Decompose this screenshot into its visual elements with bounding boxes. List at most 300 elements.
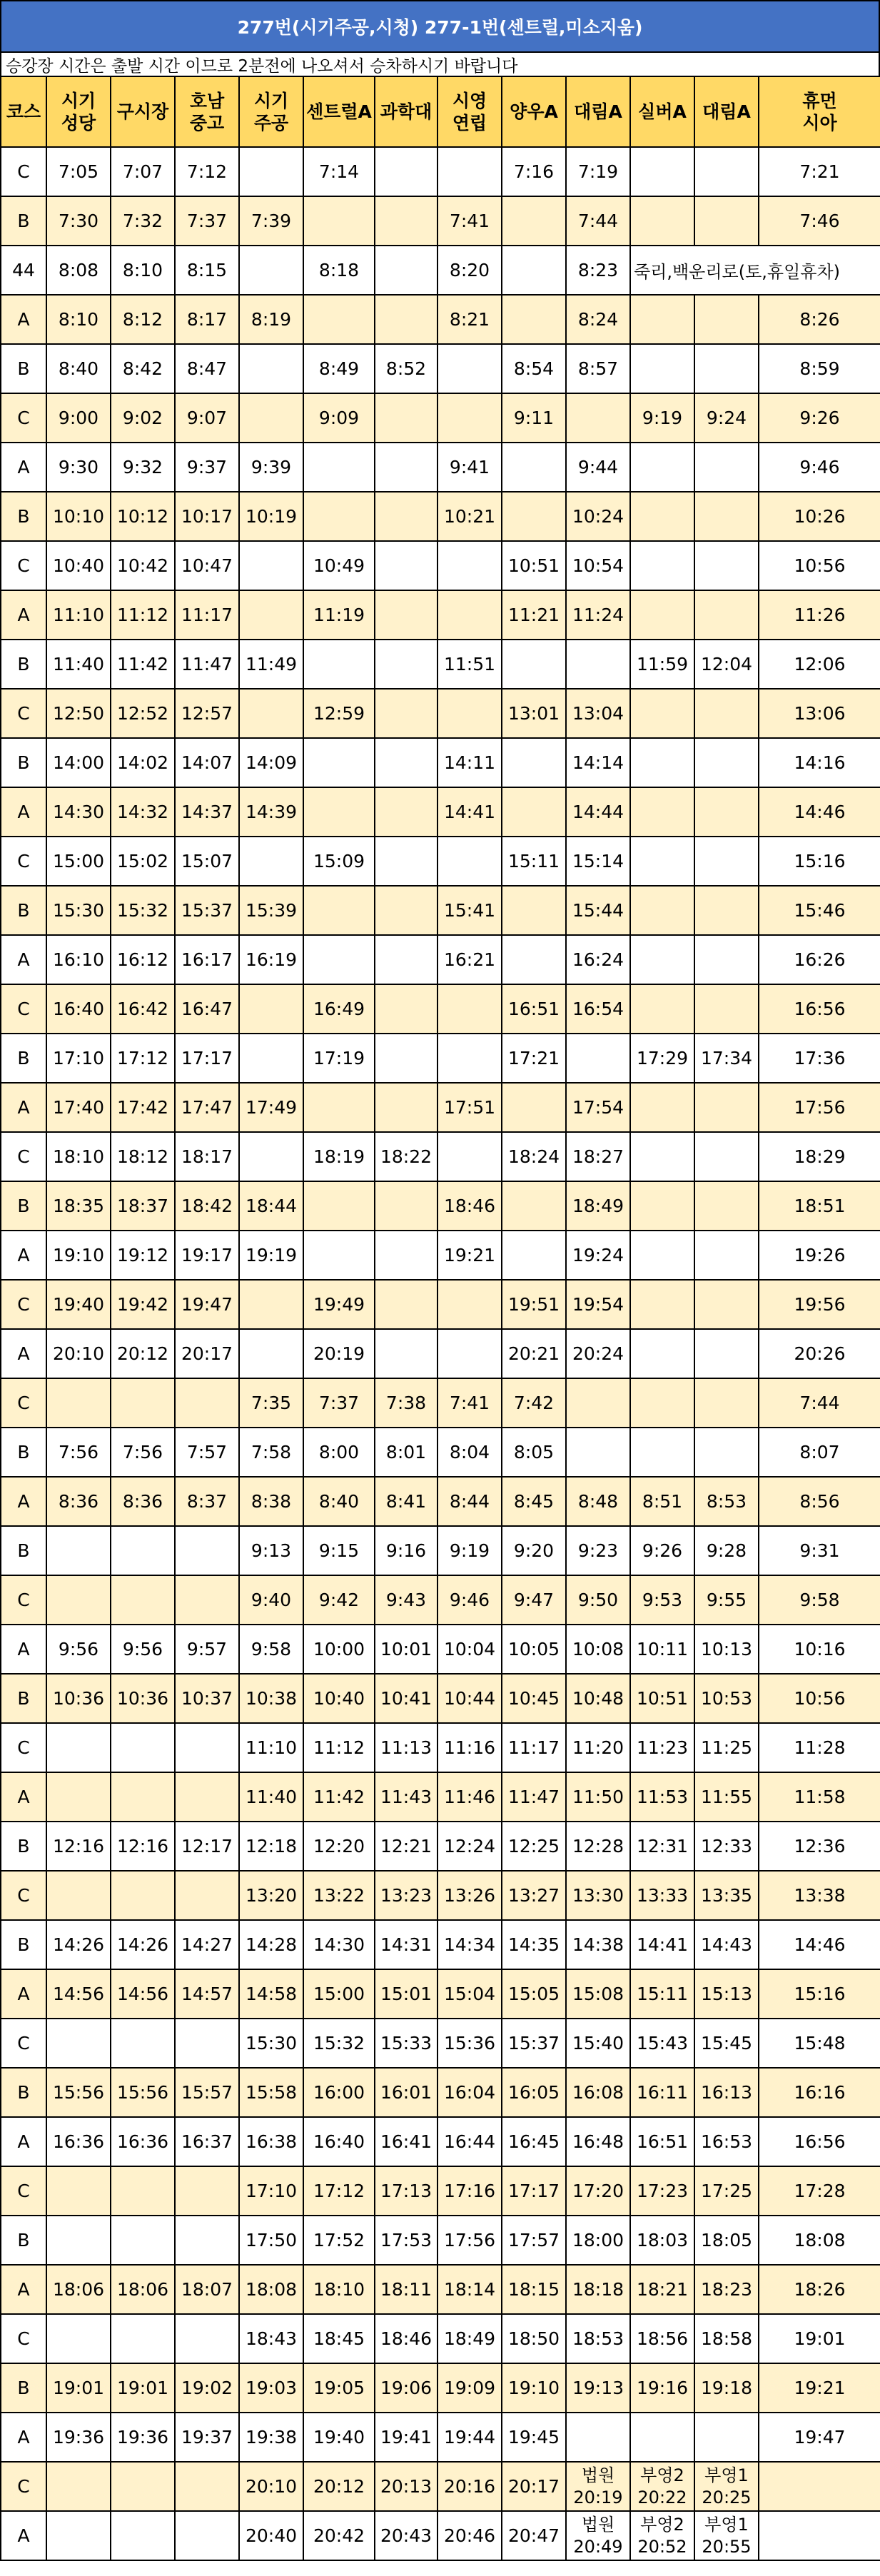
column-header: 실버A: [630, 76, 694, 147]
time-cell: [438, 837, 502, 886]
time-cell: 19:38: [239, 2413, 303, 2462]
time-cell: 11:25: [694, 1723, 759, 1772]
course-cell: B: [1, 2363, 46, 2413]
time-cell: [303, 443, 375, 492]
time-cell: [630, 295, 694, 344]
time-cell: 10:00: [303, 1625, 375, 1674]
time-cell: [239, 147, 303, 196]
time-cell: 7:58: [239, 1428, 303, 1477]
time-cell: 13:30: [566, 1871, 630, 1920]
time-cell: 14:39: [239, 787, 303, 837]
time-cell: [502, 295, 566, 344]
time-cell: [694, 1181, 759, 1231]
time-cell: [438, 541, 502, 590]
time-cell: [175, 2019, 239, 2068]
time-cell: 17:36: [759, 1034, 880, 1083]
time-cell: 8:57: [566, 344, 630, 393]
time-cell: 15:16: [759, 1969, 880, 2019]
time-cell: 16:38: [239, 2117, 303, 2166]
time-cell: [239, 1132, 303, 1181]
time-cell: 16:19: [239, 935, 303, 984]
time-cell: 10:47: [175, 541, 239, 590]
time-cell: 17:52: [303, 2216, 375, 2265]
time-cell: [175, 1378, 239, 1428]
time-cell: 15:46: [759, 886, 880, 935]
time-cell: 20:16: [438, 2462, 502, 2511]
course-cell: B: [1, 2216, 46, 2265]
time-cell: 19:01: [46, 2363, 111, 2413]
time-cell: 14:31: [375, 1920, 438, 1969]
time-cell: 11:17: [175, 590, 239, 640]
time-cell: 15:44: [566, 886, 630, 935]
time-cell: 16:10: [46, 935, 111, 984]
time-cell: 19:49: [303, 1280, 375, 1329]
time-cell: 7:56: [46, 1428, 111, 1477]
time-cell: 14:35: [502, 1920, 566, 1969]
time-cell: 7:32: [111, 196, 175, 246]
time-cell: 10:51: [630, 1674, 694, 1723]
time-cell: 14:32: [111, 787, 175, 837]
time-cell: 15:39: [239, 886, 303, 935]
time-cell: 19:10: [46, 1231, 111, 1280]
time-cell: 8:19: [239, 295, 303, 344]
course-cell: A: [1, 1625, 46, 1674]
time-cell: [303, 1231, 375, 1280]
time-cell: 14:41: [438, 787, 502, 837]
time-cell: 10:16: [759, 1625, 880, 1674]
time-cell: 9:26: [759, 393, 880, 443]
time-cell: [694, 886, 759, 935]
time-cell: [375, 640, 438, 689]
time-cell: 18:49: [438, 2314, 502, 2363]
time-cell: 20:26: [759, 1329, 880, 1378]
time-cell: 20:21: [502, 1329, 566, 1378]
time-cell: [303, 787, 375, 837]
time-cell: 13:35: [694, 1871, 759, 1920]
time-cell: 11:12: [111, 590, 175, 640]
table-row: [1, 1181, 880, 1231]
table-row: [1, 1231, 880, 1280]
time-cell: 9:19: [630, 393, 694, 443]
time-cell: [375, 935, 438, 984]
table-row: [1, 1723, 880, 1772]
time-cell: 8:21: [438, 295, 502, 344]
time-cell: 9:53: [630, 1575, 694, 1625]
time-cell: 15:08: [566, 1969, 630, 2019]
time-cell: [438, 344, 502, 393]
time-cell: [694, 1428, 759, 1477]
table-row: [1, 1871, 880, 1920]
time-cell: 18:07: [175, 2265, 239, 2314]
time-cell: [502, 246, 566, 295]
table-row: [1, 492, 880, 541]
time-cell: 14:56: [111, 1969, 175, 2019]
time-cell: 10:40: [46, 541, 111, 590]
time-cell: 8:20: [438, 246, 502, 295]
time-cell: 15:37: [175, 886, 239, 935]
table-row: [1, 147, 880, 196]
time-cell: 8:52: [375, 344, 438, 393]
time-cell: 10:19: [239, 492, 303, 541]
time-cell: [694, 147, 759, 196]
time-cell: 20:19: [303, 1329, 375, 1378]
time-cell: 17:49: [239, 1083, 303, 1132]
time-cell: 19:41: [375, 2413, 438, 2462]
column-header: 센트럴A: [303, 76, 375, 147]
time-cell: [375, 984, 438, 1034]
time-cell: [630, 1132, 694, 1181]
time-cell: 9:47: [502, 1575, 566, 1625]
time-cell: 9:13: [239, 1526, 303, 1575]
course-cell: A: [1, 935, 46, 984]
time-cell: 15:30: [239, 2019, 303, 2068]
time-cell: 8:36: [46, 1477, 111, 1526]
time-cell: 15:32: [303, 2019, 375, 2068]
time-cell: [46, 1378, 111, 1428]
time-cell: [694, 1280, 759, 1329]
time-cell: 20:17: [502, 2462, 566, 2511]
time-cell: 18:51: [759, 1181, 880, 1231]
time-cell: 13:38: [759, 1871, 880, 1920]
time-cell: 7:19: [566, 147, 630, 196]
time-cell: 15:13: [694, 1969, 759, 2019]
time-cell: [694, 2413, 759, 2462]
time-cell: [694, 295, 759, 344]
time-cell: [375, 738, 438, 787]
time-cell: 11:42: [303, 1772, 375, 1822]
table-row: [1, 541, 880, 590]
course-cell: A: [1, 1772, 46, 1822]
table-row: [1, 1920, 880, 1969]
time-cell: 19:42: [111, 1280, 175, 1329]
time-cell: 20:40: [239, 2511, 303, 2560]
course-cell: A: [1, 2265, 46, 2314]
time-cell: 18:06: [111, 2265, 175, 2314]
time-cell: 15:00: [46, 837, 111, 886]
time-cell: 19:21: [759, 2363, 880, 2413]
time-cell: [375, 295, 438, 344]
time-cell: 14:56: [46, 1969, 111, 2019]
time-cell: 20:12: [111, 1329, 175, 1378]
time-cell: 8:17: [175, 295, 239, 344]
time-cell: 9:16: [375, 1526, 438, 1575]
time-cell: 15:02: [111, 837, 175, 886]
time-cell: 20:42: [303, 2511, 375, 2560]
time-cell: 15:41: [438, 886, 502, 935]
time-cell: 15:37: [502, 2019, 566, 2068]
time-cell: 9:57: [175, 1625, 239, 1674]
time-cell: 14:58: [239, 1969, 303, 2019]
time-cell: 18:22: [375, 1132, 438, 1181]
time-cell: 14:02: [111, 738, 175, 787]
time-cell: 10:17: [175, 492, 239, 541]
course-cell: B: [1, 738, 46, 787]
time-cell: [111, 1378, 175, 1428]
time-cell: 7:57: [175, 1428, 239, 1477]
time-cell: 9:24: [694, 393, 759, 443]
time-cell: 10:05: [502, 1625, 566, 1674]
time-cell: [175, 2314, 239, 2363]
time-cell: 12:57: [175, 689, 239, 738]
time-cell: 17:29: [630, 1034, 694, 1083]
course-cell: B: [1, 2068, 46, 2117]
time-cell: 18:24: [502, 1132, 566, 1181]
time-cell: [111, 1526, 175, 1575]
time-cell: 17:51: [438, 1083, 502, 1132]
time-cell: 17:57: [502, 2216, 566, 2265]
course-cell: C: [1, 541, 46, 590]
time-cell: [630, 590, 694, 640]
time-cell: [175, 1575, 239, 1625]
time-cell: 15:33: [375, 2019, 438, 2068]
time-cell: [239, 689, 303, 738]
time-cell: [303, 886, 375, 935]
time-cell: [375, 787, 438, 837]
table-row: [1, 2117, 880, 2166]
time-cell: 11:16: [438, 1723, 502, 1772]
time-cell: [630, 147, 694, 196]
time-cell: 16:51: [502, 984, 566, 1034]
column-header: 양우A: [502, 76, 566, 147]
time-cell: 15:00: [303, 1969, 375, 2019]
course-cell: C: [1, 2462, 46, 2511]
time-cell: 17:16: [438, 2166, 502, 2216]
time-cell: 8:08: [46, 246, 111, 295]
time-cell: [566, 393, 630, 443]
time-cell: 9:40: [239, 1575, 303, 1625]
time-cell: 16:47: [175, 984, 239, 1034]
time-cell: 9:39: [239, 443, 303, 492]
time-cell: 18:08: [759, 2216, 880, 2265]
time-cell: 18:29: [759, 1132, 880, 1181]
course-cell: A: [1, 1231, 46, 1280]
time-cell: [111, 2166, 175, 2216]
time-cell: 12:20: [303, 1822, 375, 1871]
table-row: [1, 1477, 880, 1526]
time-cell: 15:11: [630, 1969, 694, 2019]
course-cell: C: [1, 1132, 46, 1181]
time-cell: [438, 1280, 502, 1329]
course-cell: B: [1, 1181, 46, 1231]
time-cell: 19:02: [175, 2363, 239, 2413]
time-cell: 16:56: [759, 2117, 880, 2166]
time-cell: 14:30: [46, 787, 111, 837]
time-cell: [239, 1280, 303, 1329]
time-cell: [438, 393, 502, 443]
course-cell: B: [1, 1526, 46, 1575]
time-cell: 10:13: [694, 1625, 759, 1674]
time-cell: [759, 2511, 880, 2560]
course-cell: C: [1, 1280, 46, 1329]
time-cell: 18:46: [375, 2314, 438, 2363]
time-cell: 18:14: [438, 2265, 502, 2314]
table-row: [1, 1526, 880, 1575]
time-cell: 11:40: [46, 640, 111, 689]
time-cell: 11:10: [239, 1723, 303, 1772]
timetable-body: [1, 147, 880, 2560]
time-cell: 16:48: [566, 2117, 630, 2166]
time-cell: 8:53: [694, 1477, 759, 1526]
time-cell: [375, 1329, 438, 1378]
time-cell: 17:25: [694, 2166, 759, 2216]
time-cell: 8:12: [111, 295, 175, 344]
time-cell: 18:58: [694, 2314, 759, 2363]
time-cell: 19:10: [502, 2363, 566, 2413]
time-cell: 16:16: [759, 2068, 880, 2117]
time-cell: [438, 1329, 502, 1378]
time-cell: 10:40: [303, 1674, 375, 1723]
time-cell: 11:42: [111, 640, 175, 689]
column-header: 휴먼 시아: [759, 76, 880, 147]
time-cell: 11:58: [759, 1772, 880, 1822]
time-cell: 11:51: [438, 640, 502, 689]
time-cell: 9:28: [694, 1526, 759, 1575]
time-cell: 16:12: [111, 935, 175, 984]
time-cell: 11:19: [303, 590, 375, 640]
time-cell: [630, 541, 694, 590]
time-cell: 7:35: [239, 1378, 303, 1428]
time-cell: 9:20: [502, 1526, 566, 1575]
time-cell: 20:13: [375, 2462, 438, 2511]
time-cell: 7:41: [438, 196, 502, 246]
time-cell: 14:44: [566, 787, 630, 837]
time-cell: 15:09: [303, 837, 375, 886]
time-cell: [375, 837, 438, 886]
time-cell: [630, 935, 694, 984]
time-cell: 18:11: [375, 2265, 438, 2314]
time-cell: 18:42: [175, 1181, 239, 1231]
time-cell: 14:43: [694, 1920, 759, 1969]
time-cell: 19:51: [502, 1280, 566, 1329]
time-cell: 14:46: [759, 787, 880, 837]
time-cell: [630, 837, 694, 886]
time-cell: 18:37: [111, 1181, 175, 1231]
time-cell: 17:56: [759, 1083, 880, 1132]
time-cell: 18:03: [630, 2216, 694, 2265]
time-cell: 16:51: [630, 2117, 694, 2166]
time-cell: 16:40: [303, 2117, 375, 2166]
time-cell: 15:14: [566, 837, 630, 886]
time-cell: [694, 984, 759, 1034]
time-cell: [375, 196, 438, 246]
time-cell: [630, 1378, 694, 1428]
time-cell: 14:38: [566, 1920, 630, 1969]
time-cell: 16:45: [502, 2117, 566, 2166]
time-cell: 19:47: [175, 1280, 239, 1329]
time-cell: 10:37: [175, 1674, 239, 1723]
time-cell: 16:56: [759, 984, 880, 1034]
time-cell: [46, 2462, 111, 2511]
time-cell: [375, 246, 438, 295]
time-cell: [303, 738, 375, 787]
time-cell: [630, 344, 694, 393]
course-cell: A: [1, 2511, 46, 2560]
time-cell: 20:12: [303, 2462, 375, 2511]
header-row: [1, 76, 880, 147]
time-cell: 18:26: [759, 2265, 880, 2314]
time-cell: 15:30: [46, 886, 111, 935]
time-cell: [303, 1181, 375, 1231]
time-cell: [175, 1723, 239, 1772]
table-row: [1, 1625, 880, 1674]
table-row: [1, 1575, 880, 1625]
time-cell: 14:41: [630, 1920, 694, 1969]
time-cell: 16:49: [303, 984, 375, 1034]
course-cell: A: [1, 1083, 46, 1132]
time-cell: 19:18: [694, 2363, 759, 2413]
time-cell: 11:24: [566, 590, 630, 640]
time-cell: 15:43: [630, 2019, 694, 2068]
time-cell: 15:32: [111, 886, 175, 935]
time-cell: 8:40: [303, 1477, 375, 1526]
time-cell: 13:27: [502, 1871, 566, 1920]
time-cell: 10:54: [566, 541, 630, 590]
time-cell: 11:12: [303, 1723, 375, 1772]
time-cell: 10:21: [438, 492, 502, 541]
time-cell: [694, 541, 759, 590]
table-row: [1, 590, 880, 640]
time-cell: 15:36: [438, 2019, 502, 2068]
time-cell: 9:46: [438, 1575, 502, 1625]
time-cell: [111, 1723, 175, 1772]
time-cell: [175, 2511, 239, 2560]
time-cell: 8:07: [759, 1428, 880, 1477]
table-row: [1, 2314, 880, 2363]
course-cell: 44: [1, 246, 46, 295]
course-cell: B: [1, 344, 46, 393]
time-cell: 15:07: [175, 837, 239, 886]
time-cell: [46, 1723, 111, 1772]
course-cell: A: [1, 2413, 46, 2462]
time-cell: 8:42: [111, 344, 175, 393]
time-cell: 17:17: [175, 1034, 239, 1083]
time-cell: 16:01: [375, 2068, 438, 2117]
time-cell: 17:10: [46, 1034, 111, 1083]
time-cell: 15:16: [759, 837, 880, 886]
time-cell: 11:47: [502, 1772, 566, 1822]
course-cell: C: [1, 837, 46, 886]
table-row: [1, 689, 880, 738]
table-row: [1, 2265, 880, 2314]
time-cell: 10:56: [759, 541, 880, 590]
time-cell: [502, 787, 566, 837]
time-cell: 16:42: [111, 984, 175, 1034]
column-header: 과학대: [375, 76, 438, 147]
table-row: [1, 738, 880, 787]
time-cell: 8:45: [502, 1477, 566, 1526]
column-header: 대림A: [566, 76, 630, 147]
time-cell: 18:27: [566, 1132, 630, 1181]
time-cell: [111, 2511, 175, 2560]
time-cell: 13:33: [630, 1871, 694, 1920]
time-cell: [694, 738, 759, 787]
time-cell: 17:12: [111, 1034, 175, 1083]
course-cell: A: [1, 1477, 46, 1526]
time-cell: [630, 984, 694, 1034]
time-cell: 12:52: [111, 689, 175, 738]
time-cell: 13:04: [566, 689, 630, 738]
time-cell: 16:37: [175, 2117, 239, 2166]
time-cell: [46, 1526, 111, 1575]
time-cell: [46, 2314, 111, 2363]
time-cell: 16:24: [566, 935, 630, 984]
time-cell: [630, 492, 694, 541]
time-cell: 12:59: [303, 689, 375, 738]
table-row: [1, 1329, 880, 1378]
time-cell: 12:21: [375, 1822, 438, 1871]
time-cell: 9:44: [566, 443, 630, 492]
time-cell: 17:40: [46, 1083, 111, 1132]
